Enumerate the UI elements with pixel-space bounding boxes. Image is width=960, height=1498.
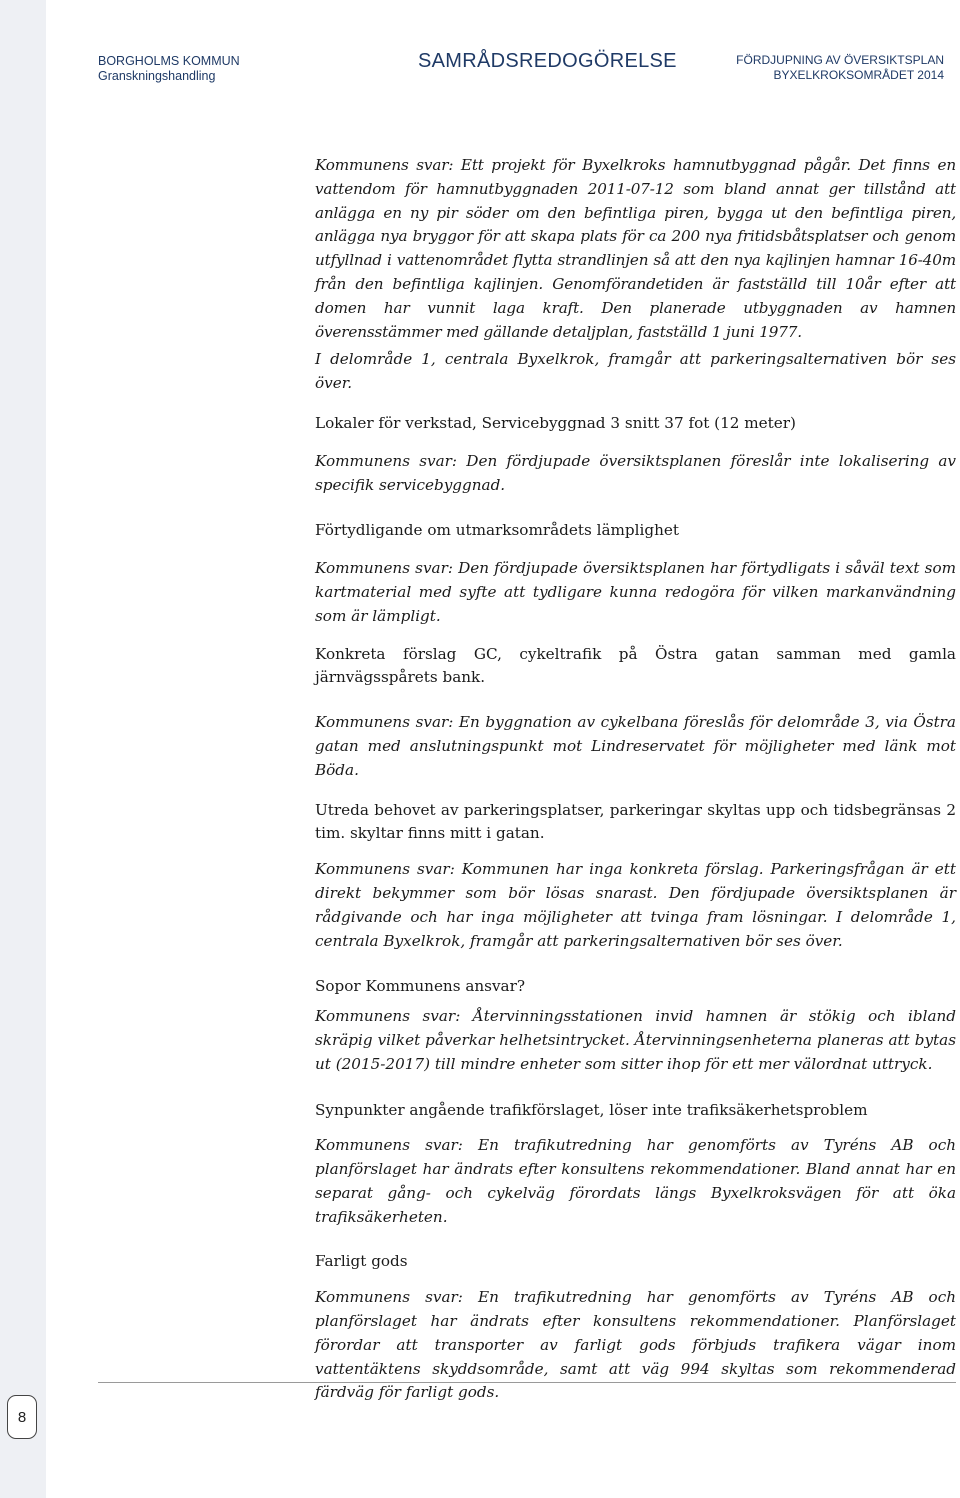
comment-heading: Utreda behovet av parkeringsplatser, parkeringar skyltas upp och tidsbegränsas 2 tim. skyltar finns mitt i gatan. <box>315 800 956 843</box>
comment-heading: Lokaler för verkstad, Servicebyggnad 3 snitt 37 fot (12 meter) <box>315 413 796 432</box>
comment-heading: Förtydligande om utmarksområdets lämplighet <box>315 521 679 540</box>
page-title: SAMRÅDSREDOGÖRELSE <box>418 50 677 72</box>
response-paragraph: Kommunens svar: Återvinningsstationen invid hamnen är stökig och ibland skräpig vilket påverkar helhetsintrycket. Återvinningsenheterna planeras att bytas ut (2015-2017) till mindre enheter som sitter ihop för ett mer välordnat uttryck. <box>315 1007 956 1073</box>
response-paragraph: Kommunens svar: Den fördjupade översiktsplanen föreslår inte lokalisering av specifik servicebyggnad. <box>315 451 956 494</box>
comment-heading: Sopor Kommunens ansvar? <box>315 977 526 996</box>
response-paragraph: Kommunens svar: Ett projekt för Byxelkroks hamnutbyggnad pågår. Det finns en vattendom för hamnutbyggnaden 2011-07-12 som bland annat ger tillstånd att anlägga en ny pir söder om den befintliga piren, bygga ut den befintliga piren, anlägga nya bryggor för att skapa plats för ca 200 nya fritidsbåtsplatser och genom utfyllnad i vattenområdet flytta strandlinjen så att den nya kajlinjen hamnar 16-40m från den befintliga kajlinjen. Genomförandetiden är fastställd till 10år efter att domen har vunnit laga kraft. Den planerade utbyggnaden av hamnen överensstämmer med gällande detaljplan, fastställd 1 juni 1977. <box>315 156 956 341</box>
response-paragraph: Kommunens svar: Kommunen har inga konkreta förslag. Parkeringsfrågan är ett direkt bekymmer som bör lösas snarast. Den fördjupade översiktsplanen är rådgivande och har inga möjligheter att tvinga fram lösningar. I delområde 1, centrala Byxelkrok, framgår att parkeringsalternativen bör ses över. <box>315 860 956 950</box>
header-left <box>98 54 240 84</box>
response-paragraph: Kommunens svar: En trafikutredning har genomförts av Tyréns AB och planförslaget har ändrats efter konsultens rekommendationer. Bland annat har en separat gång- och cykelväg förordats längs Byxelkroksvägen för att öka trafiksäkerheten. <box>315 1136 956 1226</box>
response-note: I delområde 1, centrala Byxelkrok, framgår att parkeringsalternativen bör ses över. <box>315 350 956 393</box>
comment-heading: Farligt gods <box>315 1252 408 1271</box>
page-sidebar <box>0 0 46 1498</box>
document-status: Granskningshandling <box>98 69 216 83</box>
comment-heading: Konkreta förslag GC, cykeltrafik på Östra gatan samman med gamla järnvägsspårets bank. <box>315 644 956 687</box>
comment-heading: Synpunkter angående trafikförslaget, löser inte trafiksäkerhetsproblem <box>315 1100 868 1119</box>
page-header <box>0 0 960 100</box>
response-paragraph: Kommunens svar: En byggnation av cykelbana föreslås för delområde 3, via Östra gatan med anslutningspunkt mot Lindreservatet för möjligheter med länk mot Böda. <box>315 713 956 779</box>
footer-divider <box>98 1382 956 1383</box>
page-number: 8 <box>7 1395 37 1439</box>
document-body <box>315 154 956 1405</box>
org-name: BORGHOLMS KOMMUN <box>98 54 240 68</box>
response-paragraph: Kommunens svar: Den fördjupade översiktsplanen har förtydligats i såväl text som kartmaterial med syfte att tydligare kunna redogöra för vilken markanvändning som är lämpligt. <box>315 559 956 625</box>
response-paragraph: Kommunens svar: En trafikutredning har genomförts av Tyréns AB och planförslaget har ändrats efter konsultens rekommendationer. Planförslaget förordar att transporter av farligt gods förbjuds trafikera vägar inom vattentäktens skyddsområde, samt att väg 994 skyltas som rekommenderad färdväg för farligt gods. <box>315 1288 956 1402</box>
document-name-line1: FÖRDJUPNING AV ÖVERSIKTSPLAN <box>736 53 944 67</box>
document-name-line2: BYXELKROKSOMRÅDET 2014 <box>773 68 944 82</box>
header-right <box>736 53 944 83</box>
